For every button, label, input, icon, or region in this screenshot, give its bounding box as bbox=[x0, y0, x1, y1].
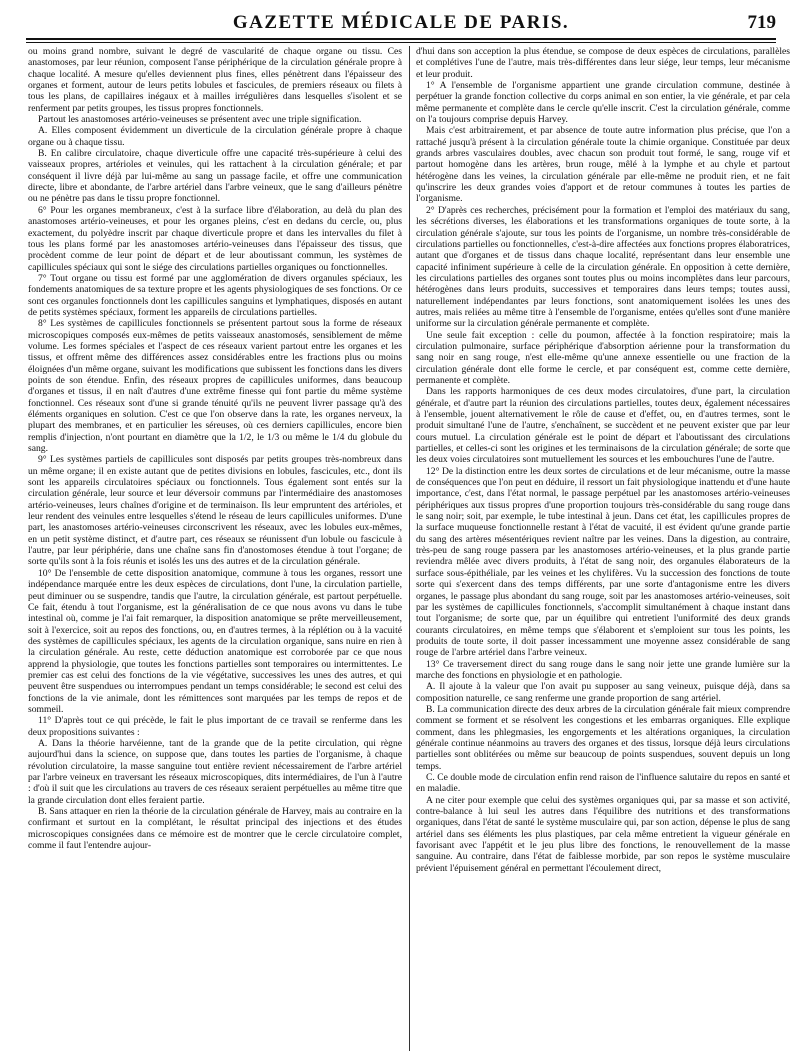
paragraph: Une seule fait exception : celle du poumon, affectée à la fonction respiratoire; mais la circulation pulmonaire, surface périphérique d'absorption aérienne pour la transformation du sang noir en sang rouge, n'est elle-même qu'une annexe essentielle ou une fraction de la circulation générale dont elle forme le cercle, et par conséquent est, comme cette dernière, permanente et complète. bbox=[416, 329, 790, 386]
paragraph: A ne citer pour exemple que celui des systèmes organiques qui, par sa masse et son activité, contre-balance à lui seul les autres dans l'équilibre des nutritions et des transformations organiques, dans l'état de santé le système musculaire qui, par son action, dépense le plus de sang artériel dans ses éléments les plus plastiques, par cela même entretient la vigueur générale en favorisant avec l'appétit et le jeu plus libre des fonctions, le renouvellement de la masse sanguine. Au contraire, dans l'état de faiblesse morbide, par son repos le système musculaire prévient l'épuisement général en permettant l'écoulement direct, bbox=[416, 794, 790, 874]
paragraph: 10° De l'ensemble de cette disposition anatomique, commune à tous les organes, ressort une indépendance marquée entre les deux espèces de circulations, dont l'une, la circulation partielle, peut diminuer ou se suspendre, tandis que l'autre, la circulation générale, est partout perpétuelle. Ce fait, étendu à tout l'organisme, est la généralisation de ce que nous avons vu dans le tube intestinal où, comme je l'ai fait remarquer, la disposition anatomique se prête merveilleusement, soit à l'exercice, soit au repos des fonctions, ou, en d'autres termes, à la réplétion ou à la vacuité des systèmes de capillicules spéciaux, les agents de la circulation organique, sans nuire en rien à la circulation générale. Au reste, cette déduction anatomique est corroborée par ce que nous apprend la physiologie, que toutes les fonctions partielles sont temporaires ou intermittentes. Le premier cas est celui des fonctions de la vie végétative, successives les unes des autres, et qui peuvent être suspendues ou interrompues pendant un temps considérable; le second est celui des fonctions de la vie animale, dont les rémittences sont marquées par les temps de repos et de sommeil. bbox=[28, 567, 402, 715]
paragraph: 12° De la distinction entre les deux sortes de circulations et de leur mécanisme, outre la masse de conséquences que l'on peut en déduire, il ressort un fait physiologique inattendu et d'une haute importance, c'est, dans l'état normal, le passage perpétuel par les anastomoses artério-veineuses périphériques aux tissus propres d'une proportion toujours très-considérable du sang rouge dans le sang noir; soit, par exemple, le tube intestinal à jeun. Dans cet état, les capillicules propres de la surface muqueuse fonctionnelle restant à l'état de vacuité, il est évident qu'une grande partie du sang des artères mésentériques revient naître par les veines. Dans la digestion, au contraire, très-peu de sang rouge passera par les anastomoses artério-veineuses, et la plus grande partie reviendra mêlée avec divers produits, à l'état de sang noir, des organules élaborateurs de la surface sous-épithéliale, par les veines et les chylifères. Vu la succession des fonctions de toute sorte qui s'exercent dans des temps différents, par une sorte d'antagonisme entre les divers organes, le passage plus abondant du sang rouge, soit par les anastomoses artério-veineuses, soit par les systèmes de capillicules fonctionnels, s'accomplit simultanément à chaque instant dans tout l'organisme; de sorte que, par un équilibre qui entretient l'uniformité des deux grands courants circulatoires, en même temps que s'élaborent et s'emploient sur tous les points, les produits de toute sorte, il doit passer incessamment une moyenne assez considérable de sang rouge de l'arbre artériel dans l'arbre veineux. bbox=[416, 465, 790, 659]
paragraph: Mais c'est arbitrairement, et par absence de toute autre information plus précise, que l'on a rattaché jusqu'à présent à la circulation générale toute la chimie organique. Constituée par deux grands arbres vasculaires doubles, avec chacun son produit tout formé, le sang, rouge vif et partout homogène dans les artères, brun rouge, mêlé à la lymphe et au chyle et partout hétérogène dans les veines, la circulation générale par elle-même ne produit rien, et ne fait qu'inscrire les deux grandes voies d'apport et de retour communes à toutes les parties de l'organisme. bbox=[416, 125, 790, 205]
paragraph: A. Elles composent évidemment un diverticule de la circulation générale propre à chaque organe ou à chaque tissu. bbox=[28, 125, 402, 148]
paragraph: Dans les rapports harmoniques de ces deux modes circulatoires, d'une part, la circulation générale, et d'autre part la réunion des circulations partielles, toutes deux, également nécessaires à l'ensemble, jouent alternativement le rôle de cause et d'effet, ou, en d'autres termes, sont le produit simultané l'une de l'autre, s'enchaînent, se succèdent et ne peuvent exister que par leur cours mutuel. La circulation générale est le point de départ et l'aboutissant des circulations partielles, et celles-ci sont les origines et les terminaisons de la circulation générale; de sorte que les deux voies circulatoires sont mutuellement les sources et les embouchures l'une de l'autre. bbox=[416, 386, 790, 466]
paragraph: 7° Tout organe ou tissu est formé par une agglomération de divers organules spéciaux, les fondements anatomiques de sa texture propre et les agents physiologiques de ses fonctions. Or ce sont ces organules fonctionnels dont les capillicules sanguins et lymphatiques, disposés en autant de petits systèmes spéciaux, forment les appareils de circulations partielles. bbox=[28, 272, 402, 318]
column-divider bbox=[409, 46, 410, 1051]
paragraph: 9° Les systèmes partiels de capillicules sont disposés par petits groupes très-nombreux dans un même organe; il en existe autant que de petites divisions en lobules, fascicules, etc., dont ils sont les appareils circulatoires spéciaux ou fonctionnels. Tous également sont entés sur la circulation générale, leur source et leur déversoir communs par l'intermédiaire des anastomoses artério-veineuses, leurs chaînes d'origine et de terminaison. Ils leur empruntent des artérioles, et leur rendent des veinules entre lesquelles s'étend le réseau de leurs capillicules uniformes. D'une part, les anastomoses artério-veineuses circonscrivent les réseaux, avec les lobules eux-mêmes, en un petit système distinct, et d'autre part, ces réseaux se réunissent d'un lobule ou fascicule à l'autre, par leur périphérie, dans une chaîne sans fin d'anostomoses étendue à tout l'organe; de sorte qu'ils sont à la fois réunis et isolés les uns des autres et de la circulation générale. bbox=[28, 454, 402, 568]
paragraph: B. Sans attaquer en rien la théorie de la circulation générale de Harvey, mais au contraire en la confirmant et surtout en la complétant, le résultat principal des injections et des études microscopiques consignées dans ce mémoire est de montrer que le cercle circulatoire complet, comme il faut l'entendre aujour- bbox=[28, 806, 402, 852]
left-column bbox=[28, 46, 402, 1051]
right-column bbox=[416, 46, 790, 1051]
paragraph: A. Il ajoute à la valeur que l'on avait pu supposer au sang veineux, puisque déjà, dans sa composition naturelle, ce sang renferme une grande proportion de sang artériel. bbox=[416, 681, 790, 704]
journal-title: GAZETTE MÉDICALE DE PARIS. bbox=[232, 12, 570, 33]
paragraph: ou moins grand nombre, suivant le degré de vascularité de chaque organe ou tissu. Ces anastomoses, par leur réunion, composent l'anse périphérique de la circulation générale propre à chaque localité. A mesure qu'elles deviennent plus fines, elles pénètrent dans l'épaisseur des organes et forment, autour de leurs petits lobules et fascicules, de premiers réseaux ou filets à tous les plans, de capillaires inégaux et à mailles irrégulières dans lesquelles s'isolent et se renferment par petits groupes, les tissus propres fonctionnels. bbox=[28, 46, 402, 114]
paragraph: 2° D'après ces recherches, précisément pour la formation et l'emploi des matériaux du sang, les sécrétions diverses, les élaborations et les transformations organiques de toute sorte, à la circulation générale s'ajoute, sur tous les points de l'organisme, un nombre très-considérable de circulations partielles ou fonctionnelles, c'est-à-dire affectées aux fonctions propres élaboratrices, autant que d'organes et de tissus dans chaque localité, représentant dans leur ensemble une capacité infiniment supérieure à celle de la circulation générale. En opposition à cette dernière, les circulations partielles des organes sont toutes plus ou moins incomplètes dans leur parcours, hétérogènes dans leurs produits, successives et temporaires dans leurs temps; toutes aussi, naturellement indépendantes par leurs fonctions, sont anatomiquement isolées les unes des autres, mais reliées au même titre à l'ensemble de l'organisme, entées qu'elles sont d'une manière uniforme sur la circulation générale permanente et complète. bbox=[416, 204, 790, 330]
paragraph: C. Ce double mode de circulation enfin rend raison de l'influence salutaire du repos en santé et en maladie. bbox=[416, 772, 790, 795]
page-number: 719 bbox=[747, 12, 776, 33]
paragraph: B. La communication directe des deux arbres de la circulation générale fait mieux comprendre comment se forment et se résolvent les congestions et les embarras organiques. Elle explique comment, dans les phlegmasies, les engorgements et les altérations organiques, la circulation générale continue néanmoins au travers des organes et des tissus, lorsque déjà leurs circulations partielles sont oblitérées ou même sur beaucoup de points suspendues, souvent depuis un long temps. bbox=[416, 703, 790, 772]
header-rule bbox=[26, 38, 776, 43]
paragraph: 8° Les systèmes de capillicules fonctionnels se présentent partout sous la forme de réseaux microscopiques composés eux-mêmes de petits vaisseaux anastomosés, sensiblement de même volume. Les formes spéciales et l'aspect de ces réseaux varient partout entre les organes et les tissus, et offrent même des différences assez considérables entre les fractions plus ou moins éloignées d'un même organe, suivant les modifications que subissent les fonctions dans les divers points de son étendue. Enfin, des réseaux propres de capillicules uniformes, dans beaucoup d'organes et tissus, il en naît d'autres d'une extrême finesse qui font partie du même système fonctionnel. Ces réseaux sont d'une si grande ténuité qu'ils ne peuvent livrer passage qu'à des éléments organiques en solution. C'est ce que l'on observe dans la rate, les organes nerveux, la plupart des membranes, et en particulier les séreuses, où ces derniers capillicules, encore bien remplis d'injection, n'ont pourtant en diamètre que la 1/2, le 1/3 ou même le 1/4 du globule du sang. bbox=[28, 318, 402, 455]
paragraph: A. Dans la théorie harvéienne, tant de la grande que de la petite circulation, qui règne aujourd'hui dans la science, on suppose que, dans toutes les parties de l'organisme, à chaque révolution circulatoire, la masse sanguine tout entière revient nécessairement de l'arbre artériel par l'arbre veineux en traversant les réseaux microscopiques, dits intermédiaires, de l'un à l'autre : d'où il suit que les circulations au travers de ces réseaux seraient perpétuelles au même titre que la grande circulation dont elles feraient partie. bbox=[28, 737, 402, 806]
page-header bbox=[26, 12, 776, 38]
paragraph: 13° Ce traversement direct du sang rouge dans le sang noir jette une grande lumière sur la marche des fonctions en physiologie et en pathologie. bbox=[416, 658, 790, 681]
paragraph: 11° D'après tout ce qui précède, le fait le plus important de ce travail se renferme dans les deux propositions suivantes : bbox=[28, 715, 402, 738]
paragraph: Partout les anastomoses artério-veineuses se présentent avec une triple signification. bbox=[38, 114, 362, 126]
paragraph: d'hui dans son acception la plus étendue, se compose de deux espèces de circulations, parallèles et complétives l'une de l'autre, mais très-différentes dans leur siége, leur temps, leur mécanisme et leur produit. bbox=[416, 46, 790, 80]
paragraph: 6° Pour les organes membraneux, c'est à la surface libre d'élaboration, au delà du plan des anastomoses artério-veineuses, et pour les organes pleins, c'est en dedans du cercle, ou, plus exactement, du polyèdre inscrit par chaque diverticule propre et dans les intervalles du filet à tous les plans formé par les anastomoses artério-veineuses dans l'épaisseur des tissus, que procèdent comme de leur point de départ et de leur aboutissant commun, les systèmes de capillicules spéciaux qui sont le siége des circulations partielles organiques ou fonctionnelles. bbox=[28, 204, 402, 273]
paragraph: 1° A l'ensemble de l'organisme appartient une grande circulation commune, destinée à perpétuer la grande fonction collective du corps animal en son entier, la vie générale, et par cela même permanente et complète dans le cercle qu'elle inscrit. C'est la circulation générale, comme on l'a toujours comprise depuis Harvey. bbox=[416, 80, 790, 126]
paragraph: B. En calibre circulatoire, chaque diverticule offre une capacité très-supérieure à celui des vaisseaux propres, artérioles et veinules, qui les rattachent à la circulation générale; et par conséquent il livre déjà par lui-même au sang un passage facile, et offre une communication directe, libre et abondante, de l'arbre artériel dans l'arbre veineux, que le sang d'ailleurs pénètre ou ne pénètre pas dans le tissu propre fonctionnel. bbox=[28, 148, 402, 205]
